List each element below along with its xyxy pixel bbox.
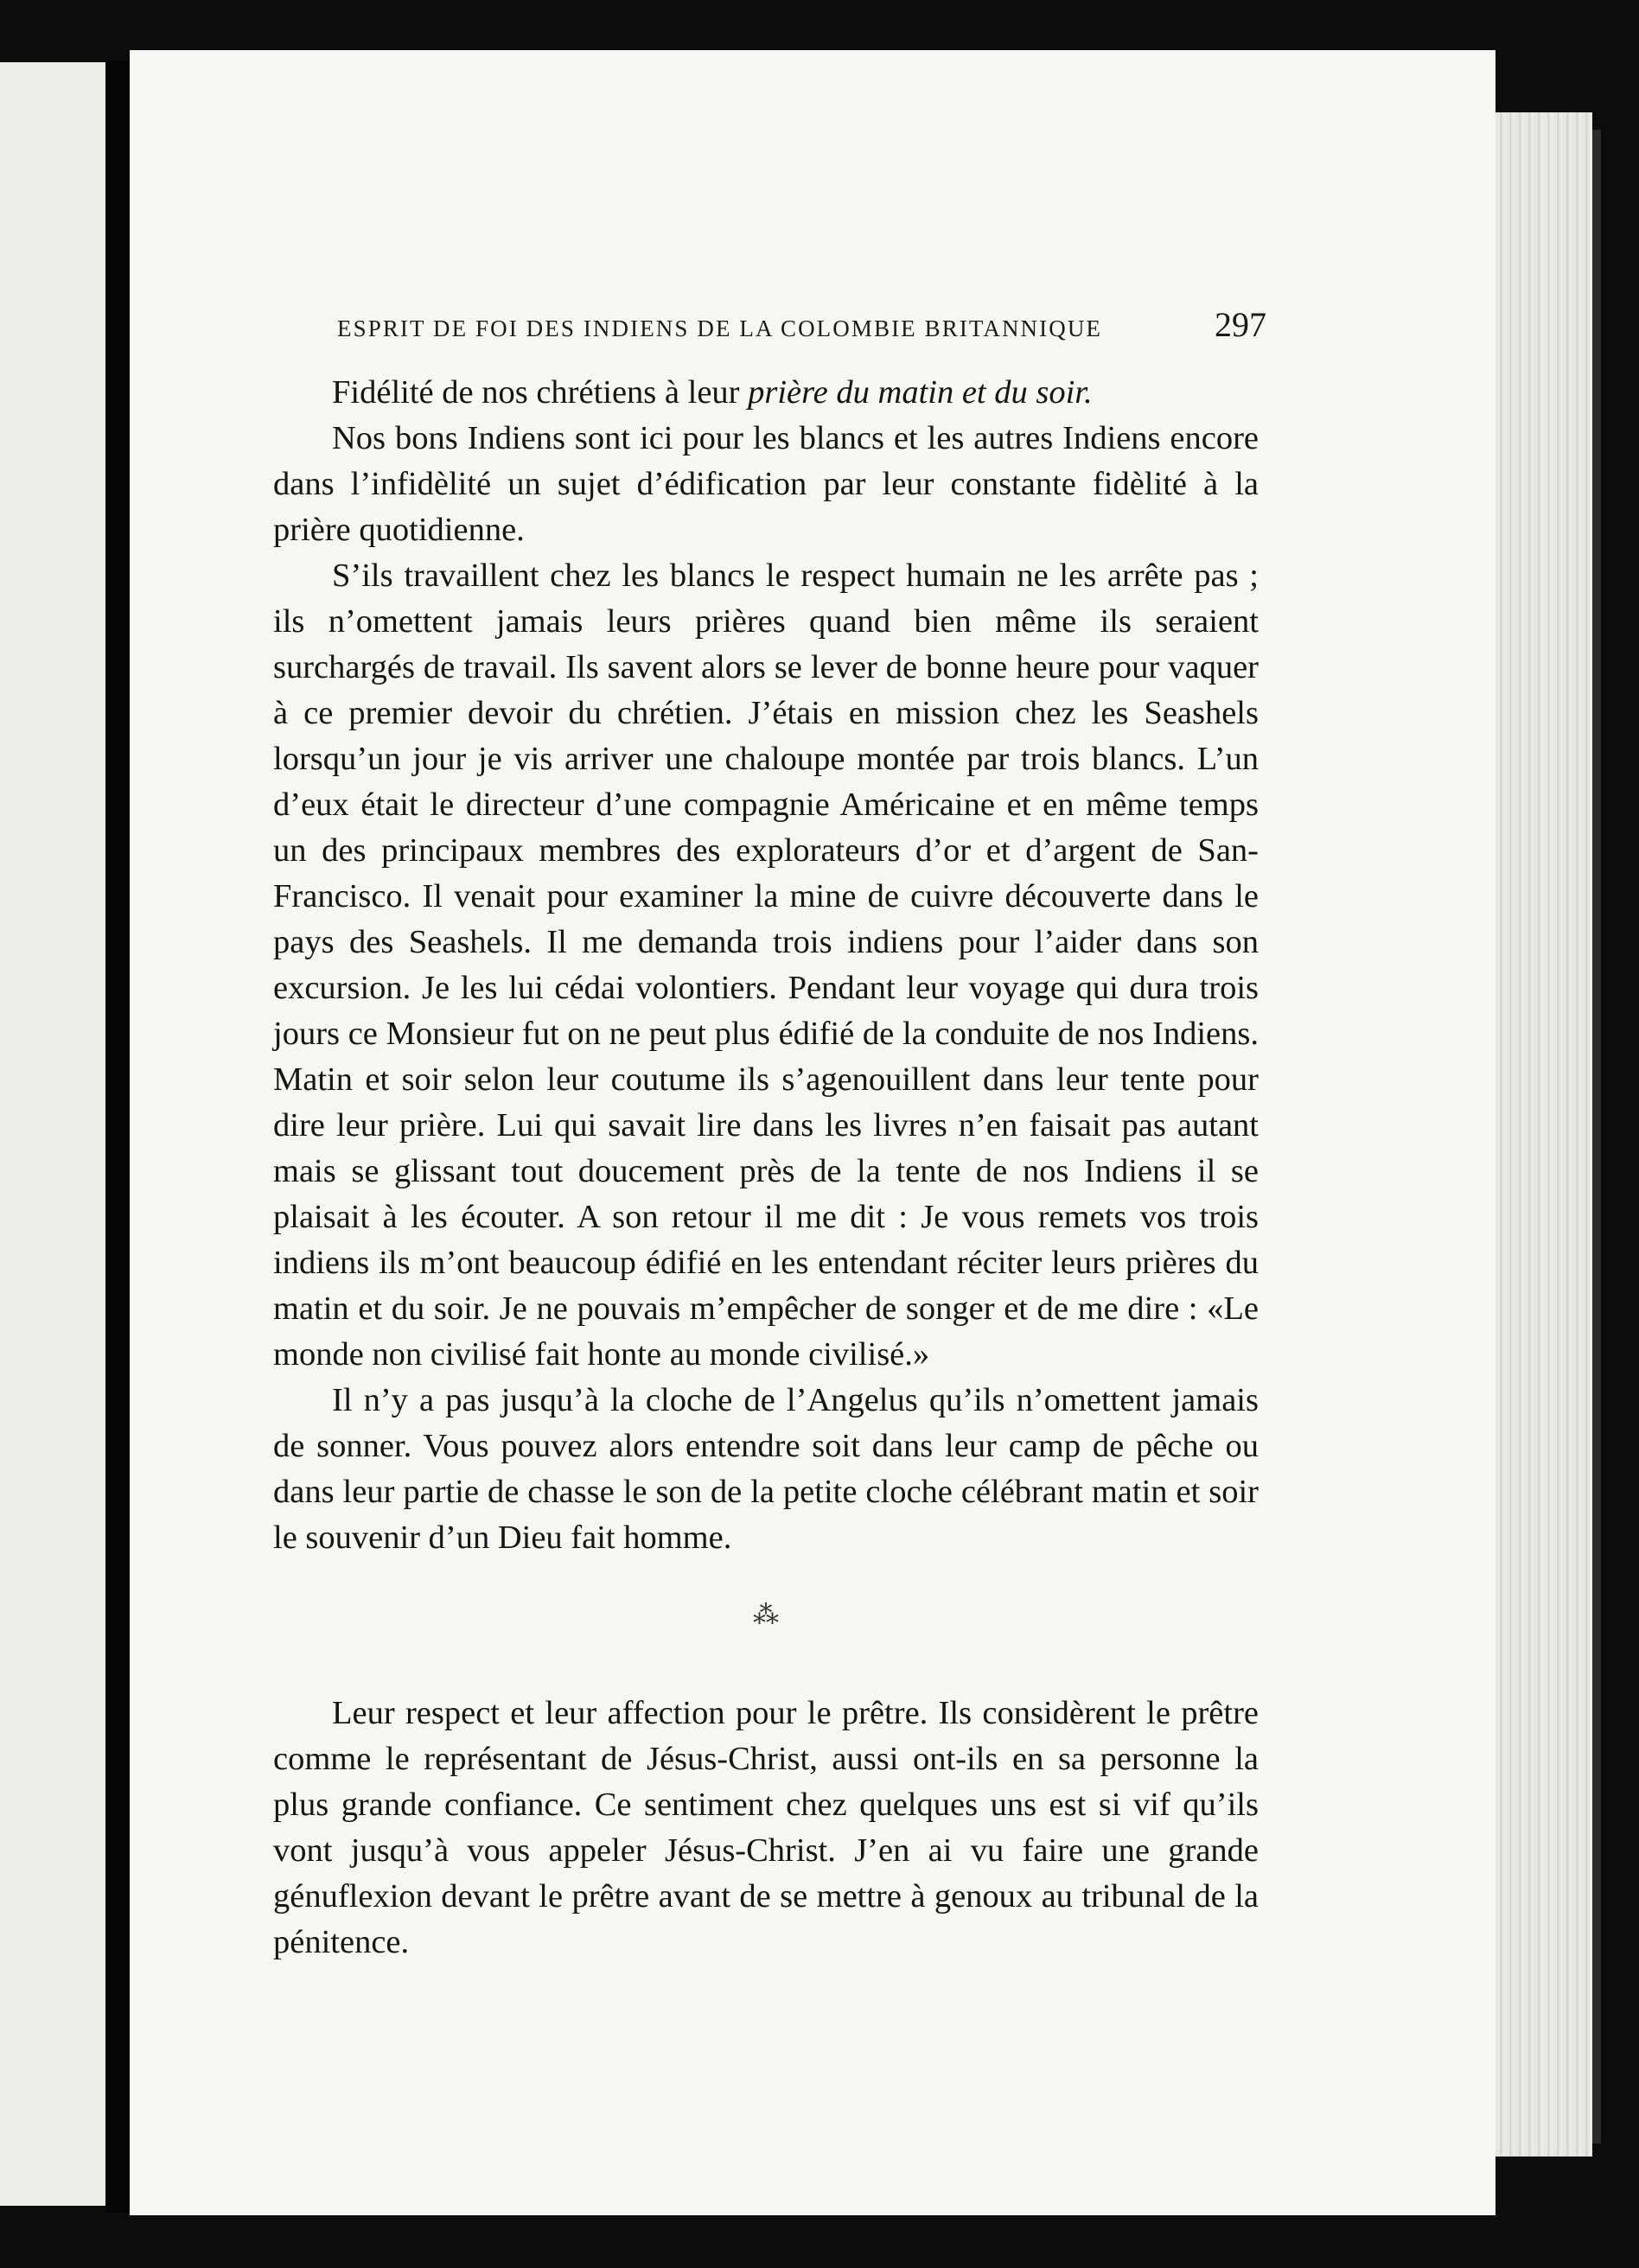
page-number: 297: [1215, 305, 1266, 344]
paragraph-1-text: Fidélité de nos chrétiens à leur: [332, 374, 749, 411]
paragraph-5: Leur respect et leur affection pour le prêtre. Ils considèrent le prêtre comme le représentant de Jésus-Christ, aussi ont-ils en sa personne la plus grande confiance. Ce sentiment chez quelques uns est si vif qu’ils vont jusqu’à vous appeler Jésus-Christ. J’en ai vu faire une grande génuflexion devant le prêtre avant de se mettre à genoux au tribunal de la pénitence.: [273, 1695, 1259, 1960]
paragraph-3: S’ils travaillent chez les blancs le respect humain ne les arrête pas ; ils n’omettent jamais leurs prières quand bien même ils seraient surchargés de travail. Ils savent alors se lever de bonne heure pour vaquer à ce premier devoir du chrétien. J’étais en mission chez les Seashels lorsqu’un jour je vis arriver une chaloupe montée par trois blancs. L’un d’eux était le directeur d’une compagnie Américaine et en même temps un des principaux membres des explorateurs d’or et d’argent de San-Francisco. Il venait pour examiner la mine de cuivre découverte dans le pays des Seashels. Il me demanda trois indiens pour l’aider dans son excursion. Je les lui cédai volontiers. Pendant leur voyage qui dura trois jours ce Monsieur fut on ne peut plus édifié de la conduite de nos Indiens. Matin et soir selon leur coutume ils s’agenouillent dans leur tente pour dire leur prière. Lui qui savait lire dans les livres n’en faisait pas autant mais se glissant tout doucement près de la tente de nos Indiens il se plaisait à les écouter. A son retour il me dit : Je vous remets vos trois indiens ils m’ont beaucoup édifié en les entendant réciter leurs prières du matin et du soir. Je ne pouvais m’empêcher de songer et de me dire : «Le monde non civilisé fait honte au monde civilisé.»: [273, 557, 1259, 1373]
paragraph-1: [273, 370, 1259, 416]
paragraph-2: Nos bons Indiens sont ici pour les blancs et les autres Indiens encore dans l’infidèlité un sujet d’édification par leur constante fidèlité à la prière quotidienne.: [273, 420, 1259, 548]
book-gutter: [105, 61, 131, 2213]
page-stack-shadow: [1592, 130, 1601, 2144]
previous-page-edge: [0, 62, 105, 2206]
section-asterism: ⁂: [753, 1601, 779, 1629]
running-title: ESPRIT DE FOI DES INDIENS DE LA COLOMBIE BRITANNIQUE: [337, 315, 1103, 341]
page-stack-edges: [1496, 112, 1592, 2157]
paragraph-4: Il n’y a pas jusqu’à la cloche de l’Angelus qu’ils n’omettent jamais de sonner. Vous pouvez alors entendre soit dans leur camp de pêche ou dans leur partie de chasse le son de la petite cloche célébrant matin et soir le souvenir d’un Dieu fait homme.: [273, 1382, 1259, 1556]
paragraph-1-italic: prière du matin et du soir.: [748, 374, 1093, 411]
running-header: [337, 304, 1266, 347]
body-text: [273, 370, 1259, 1965]
